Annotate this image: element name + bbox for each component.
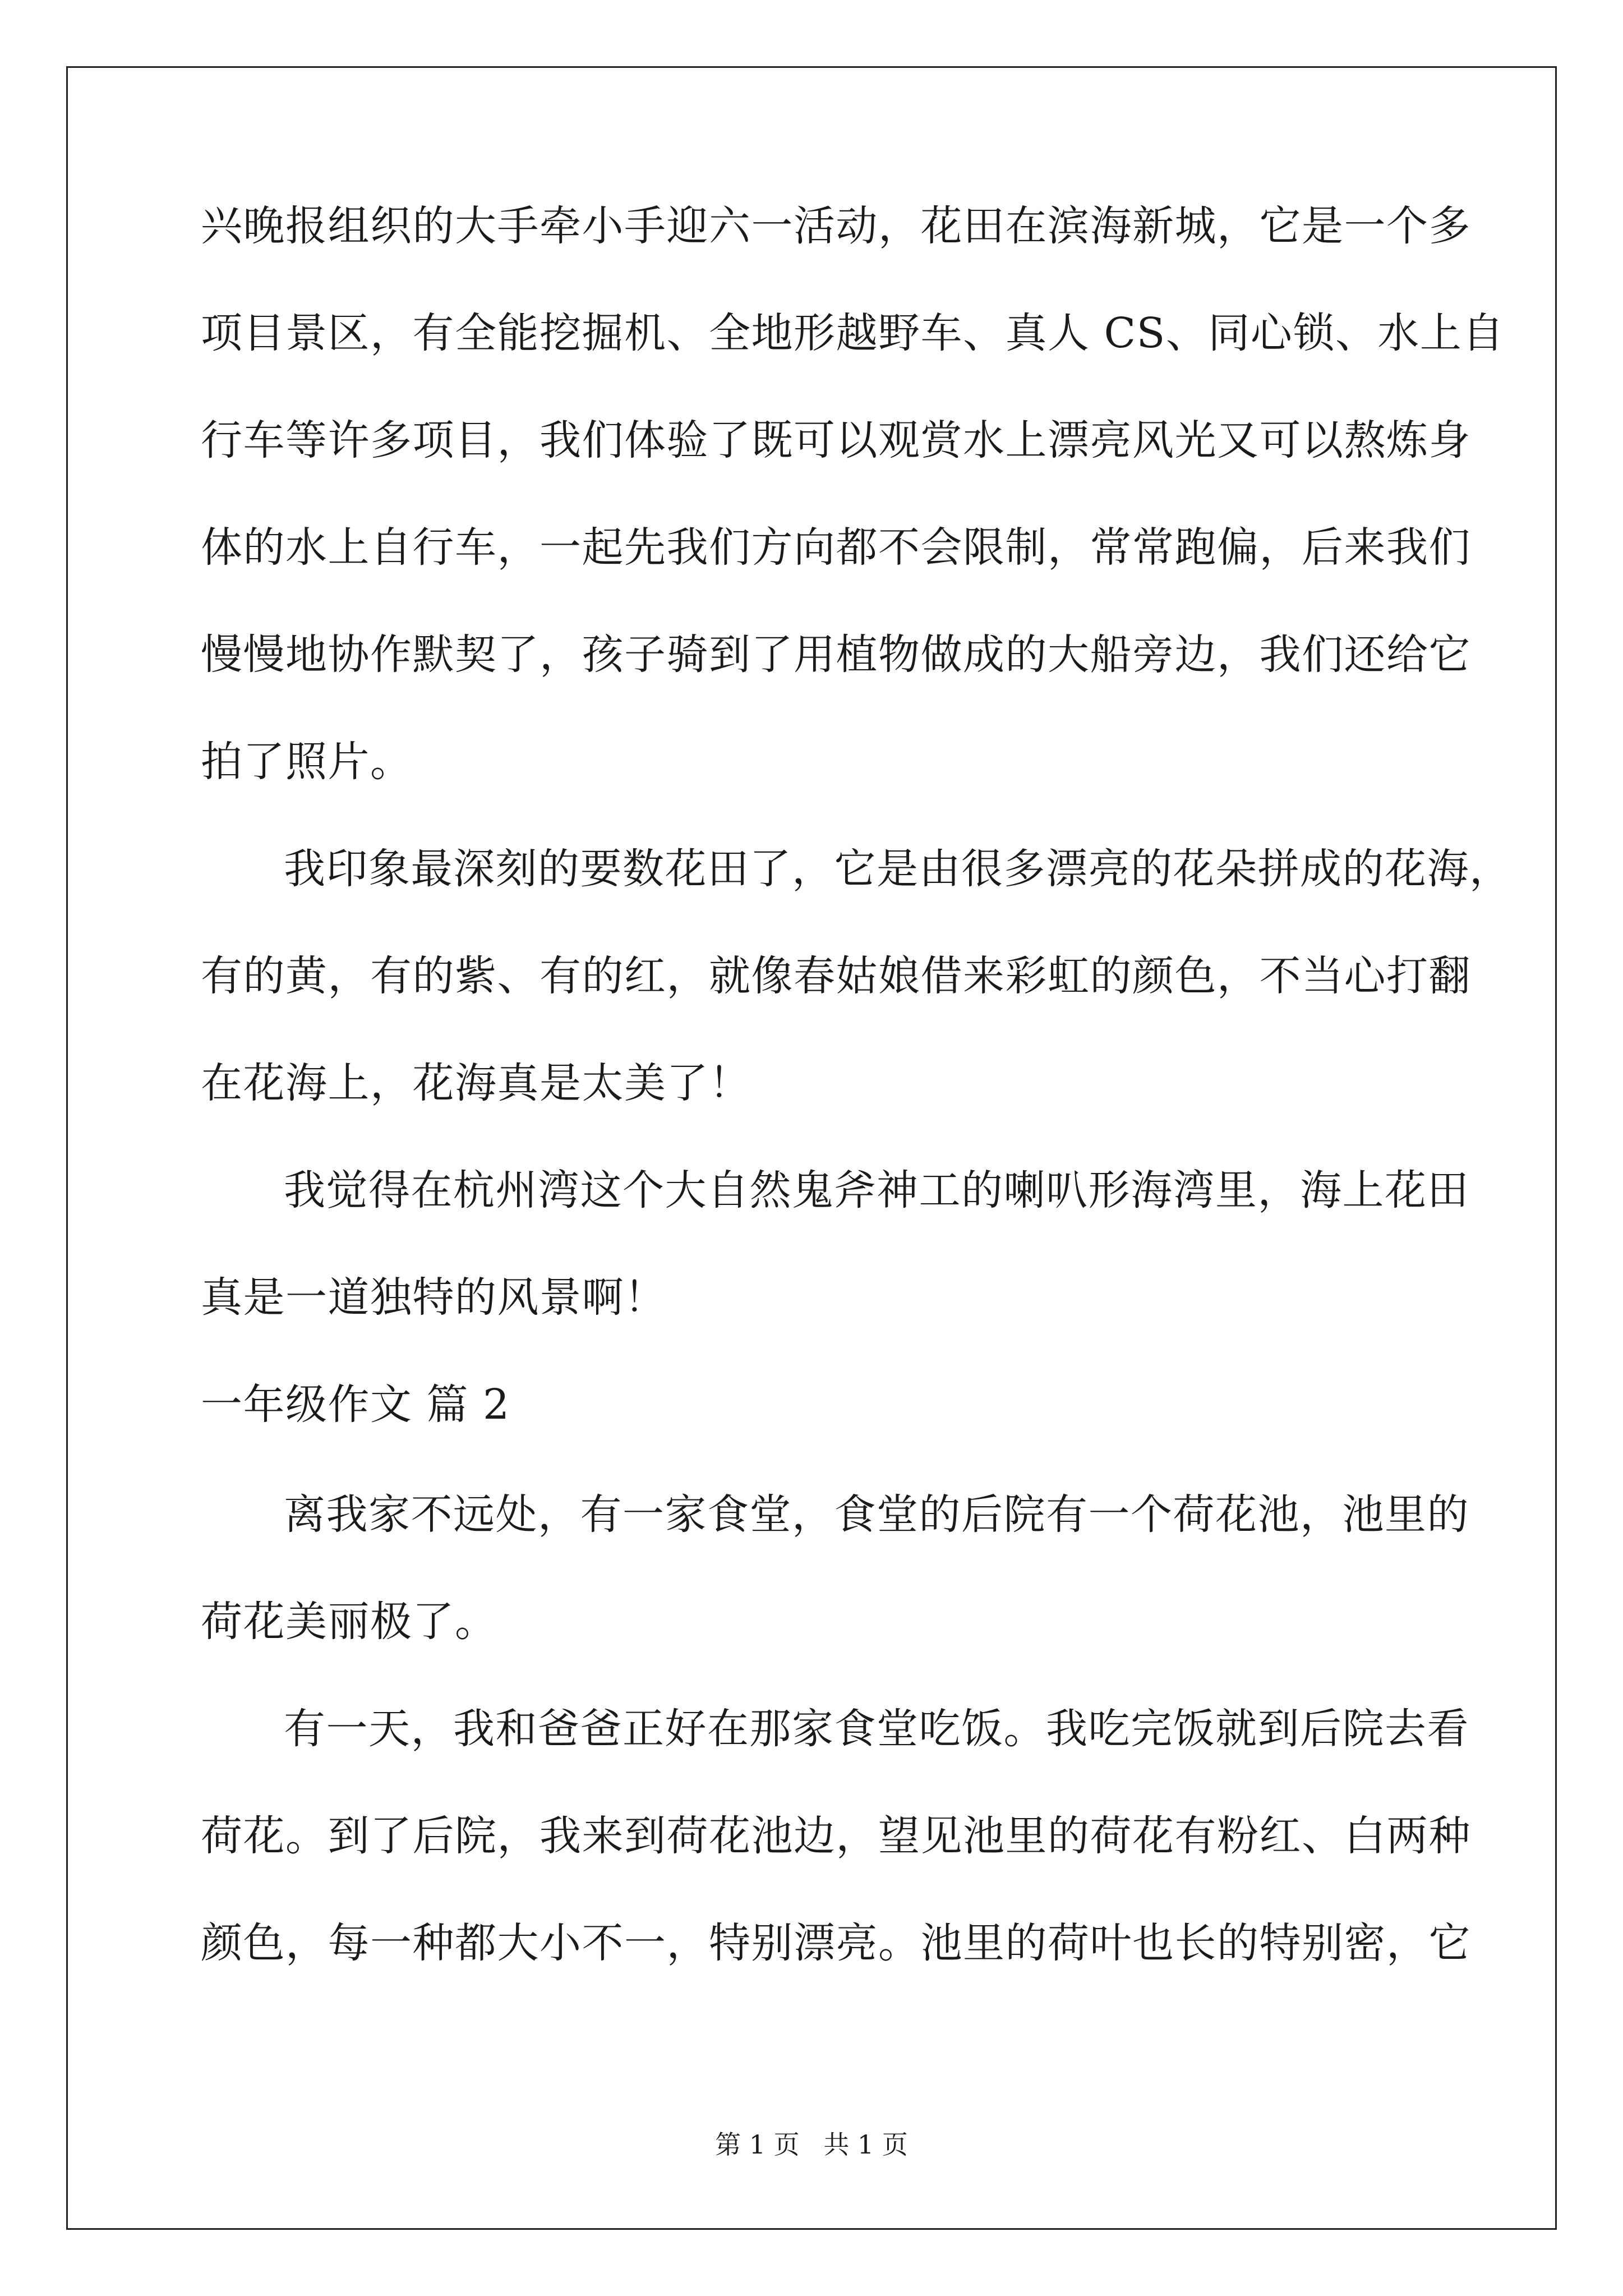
text-line: 荷花美丽极了。 bbox=[201, 1598, 497, 1646]
text-line: 行车等许多项目，我们体验了既可以观赏水上漂亮风光又可以熬炼身 bbox=[201, 416, 1471, 464]
page-footer bbox=[0, 2129, 1623, 2160]
section-heading: 一年级作文 篇 2 bbox=[201, 1381, 510, 1429]
page-total: 共 1 页 bbox=[823, 2129, 908, 2160]
page-number: 第 1 页 bbox=[715, 2129, 800, 2160]
paragraph-start-line: 离我家不远处，有一家食堂，食堂的后院有一个荷花池，池里的 bbox=[284, 1490, 1469, 1539]
text-line: 项目景区，有全能挖掘机、全地形越野车、真人 CS、同心锁、水上自 bbox=[201, 309, 1505, 357]
text-line: 荷花。到了后院，我来到荷花池边，望见池里的荷花有粉红、白两种 bbox=[201, 1812, 1471, 1860]
text-line: 在花海上，花海真是太美了！ bbox=[201, 1059, 751, 1107]
text-line: 拍了照片。 bbox=[201, 738, 413, 786]
paragraph-start-line: 有一天，我和爸爸正好在那家食堂吃饭。我吃完饭就到后院去看 bbox=[284, 1705, 1469, 1753]
text-line: 兴晚报组织的大手牵小手迎六一活动，花田在滨海新城，它是一个多 bbox=[201, 202, 1471, 250]
text-line: 慢慢地协作默契了，孩子骑到了用植物做成的大船旁边，我们还给它 bbox=[201, 631, 1471, 679]
text-line: 颜色，每一种都大小不一，特别漂亮。池里的荷叶也长的特别密，它 bbox=[201, 1919, 1471, 1967]
paragraph-start-line: 我觉得在杭州湾这个大自然鬼斧神工的喇叭形海湾里，海上花田 bbox=[284, 1166, 1469, 1214]
document-body bbox=[201, 202, 1512, 2030]
text-line: 有的黄，有的紫、有的红，就像春姑娘借来彩虹的颜色，不当心打翻 bbox=[201, 952, 1471, 1000]
text-line: 真是一道独特的风景啊！ bbox=[201, 1273, 667, 1322]
paragraph-start-line: 我印象最深刻的要数花田了，它是由很多漂亮的花朵拼成的花海， bbox=[284, 845, 1512, 893]
text-line: 体的水上自行车，一起先我们方向都不会限制，常常跑偏，后来我们 bbox=[201, 523, 1471, 572]
